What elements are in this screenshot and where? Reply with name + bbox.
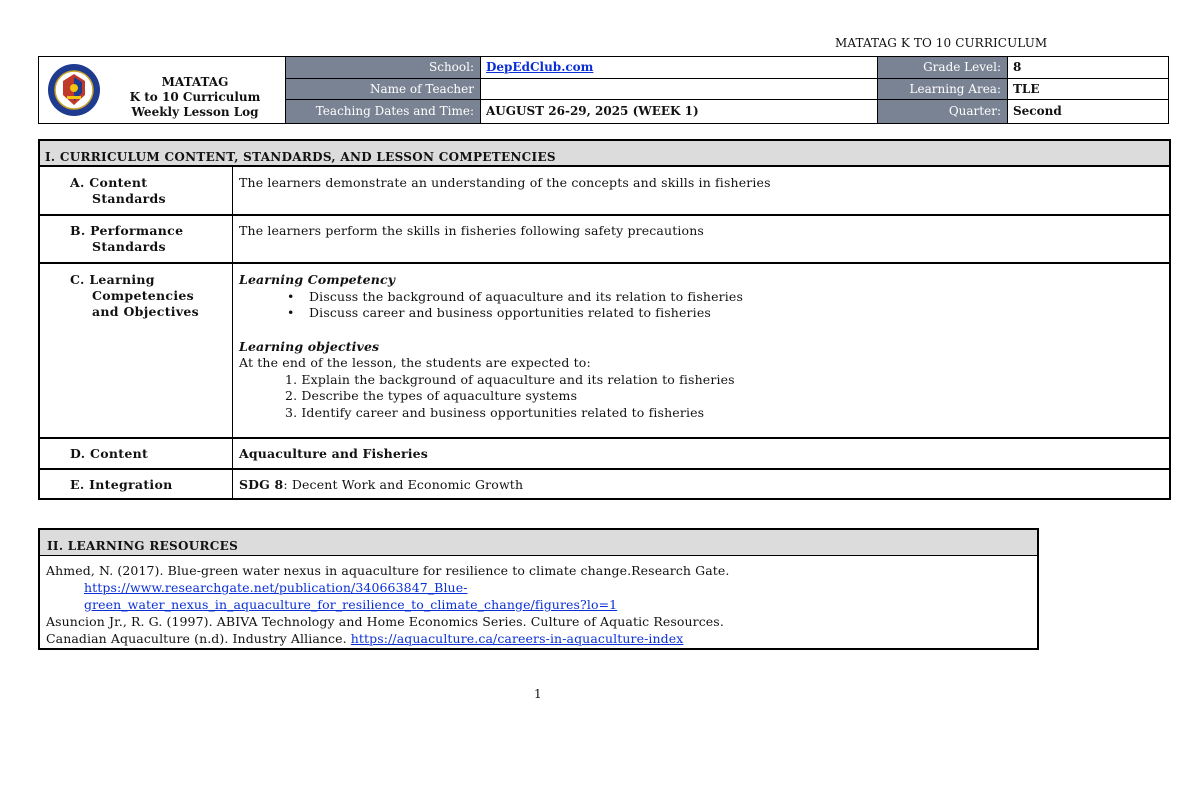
- integration-label: E. Integration: [70, 477, 173, 492]
- bullet-icon: •: [287, 288, 295, 304]
- performance-standards-label: B. Performance Standards: [70, 223, 184, 254]
- references-list: [46, 562, 1031, 647]
- row-divider: [40, 262, 1169, 264]
- header-title-line1: MATATAG: [161, 75, 229, 89]
- performance-standards-text: The learners perform the skills in fisheries following safety precautions: [239, 223, 704, 238]
- row-divider: [40, 214, 1169, 216]
- quarter-label: Quarter:: [878, 100, 1008, 123]
- school-link[interactable]: DepEdClub.com: [486, 60, 594, 74]
- competency-item: • Discuss the background of aquaculture and its relation to fisheries: [287, 288, 744, 304]
- learning-resources-section: [38, 528, 1039, 650]
- area-label: Learning Area:: [878, 79, 1008, 99]
- content-standards-label: A. Content Standards: [70, 175, 166, 206]
- reference-item: Canadian Aquaculture (n.d). Industry Alliance. https://aquaculture.ca/careers-in-aquaculture-index: [46, 631, 684, 646]
- objectives-intro: At the end of the lesson, the students are expected to:: [239, 355, 591, 370]
- reference-item: Asuncion Jr., R. G. (1997). ABIVA Technology and Home Economics Series. Culture of Aquatic Resources.: [46, 614, 724, 629]
- header-title-line3: Weekly Lesson Log: [131, 105, 259, 119]
- page-number: 1: [534, 687, 542, 701]
- competencies-label: C. Learning Competencies and Objectives: [70, 272, 199, 319]
- objective-item: 1. Explain the background of aquaculture and its relation to fisheries: [285, 371, 735, 387]
- objective-item: 2. Describe the types of aquaculture systems: [285, 388, 578, 403]
- dates-value: AUGUST 26-29, 2025 (WEEK 1): [486, 104, 699, 118]
- grade-value: 8: [1013, 60, 1022, 74]
- objective-item: 3. Identify career and business opportunities related to fisheries: [285, 404, 705, 420]
- logo-cell: [39, 57, 286, 123]
- header-title: [117, 75, 273, 120]
- competencies-content: [239, 272, 1159, 421]
- content-text: Aquaculture and Fisheries: [239, 446, 428, 461]
- curriculum-section: [38, 139, 1171, 500]
- reference-link[interactable]: green_water_nexus_in_aquaculture_for_resilience_to_climate_change/figures?lo=1: [84, 597, 618, 612]
- bullet-icon: •: [287, 305, 295, 320]
- row-divider: [40, 555, 1037, 556]
- school-label: School:: [286, 57, 481, 78]
- grade-label: Grade Level:: [878, 57, 1008, 78]
- lesson-log-header: [38, 56, 1169, 124]
- integration-text: SDG 8: Decent Work and Economic Growth: [239, 477, 524, 492]
- page-header-label: MATATAG K TO 10 CURRICULUM: [835, 36, 1048, 50]
- row-divider: [40, 165, 1169, 167]
- school-value[interactable]: [481, 57, 877, 78]
- competency-heading: Learning Competency: [239, 272, 396, 287]
- quarter-value: Second: [1013, 104, 1062, 118]
- area-value: TLE: [1013, 82, 1040, 96]
- column-divider: [232, 167, 233, 498]
- content-standards-text: The learners demonstrate an understanding of the concepts and skills in fisheries: [239, 175, 771, 190]
- teacher-value: [481, 79, 877, 99]
- dates-label: Teaching Dates and Time:: [286, 100, 481, 123]
- deped-seal-icon: [47, 63, 101, 117]
- content-label: D. Content: [70, 446, 149, 461]
- reference-link[interactable]: https://www.researchgate.net/publication/340663847_Blue-: [84, 580, 468, 595]
- section2-title: II. LEARNING RESOURCES: [40, 530, 1037, 555]
- section1-title: I. CURRICULUM CONTENT, STANDARDS, AND LESSON COMPETENCIES: [40, 141, 1169, 165]
- row-divider: [40, 468, 1169, 470]
- header-title-line2: K to 10 Curriculum: [129, 90, 261, 104]
- teacher-label: Name of Teacher: [286, 79, 481, 99]
- reference-link[interactable]: https://aquaculture.ca/careers-in-aquaculture-index: [350, 631, 684, 646]
- reference-item: Ahmed, N. (2017). Blue-green water nexus in aquaculture for resilience to climate change.Research Gate.: [46, 563, 730, 578]
- row-divider: [40, 437, 1169, 439]
- competency-item: • Discuss career and business opportunities related to fisheries: [287, 305, 711, 320]
- objectives-heading: Learning objectives: [239, 338, 380, 354]
